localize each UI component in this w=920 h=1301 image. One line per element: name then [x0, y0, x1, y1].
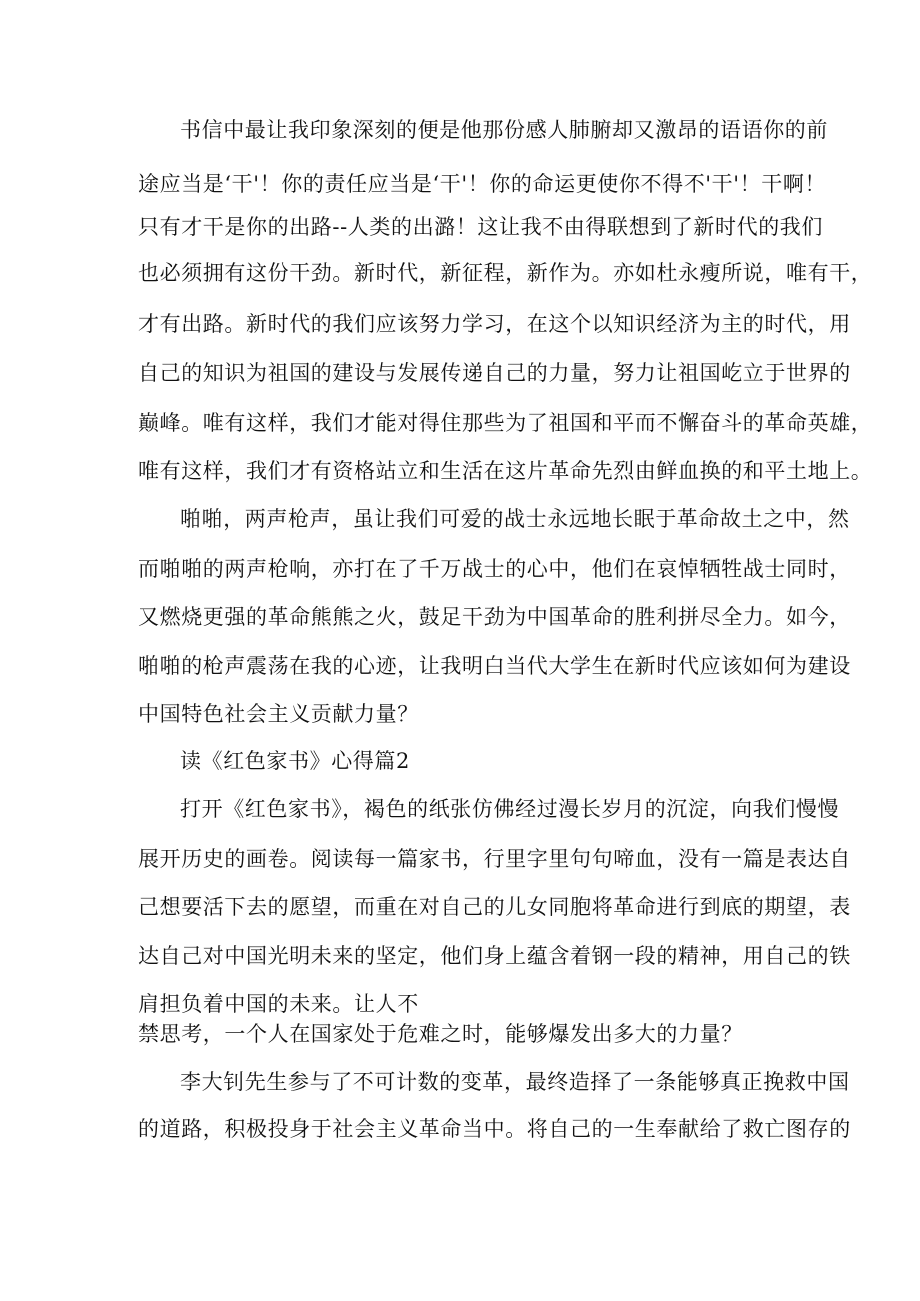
- paragraph-3-line-2: 展开历史的画卷。阅读每一篇家书，行里字里句句啼血，没有一篇是表达自: [138, 847, 851, 871]
- paragraph-1-line-5: 才有出路。新时代的我们应该努力学习，在这个以知识经济为主的时代，用: [138, 312, 851, 336]
- paragraph-3-line-4: 达自己对中国光明未来的坚定，他们身上蕴含着钢一段的精神，用自己的铁: [138, 944, 851, 968]
- paragraph-2-line-1: 啪啪，两声枪声，虽让我们可爱的战士永远地长眠于革命故土之中，然: [180, 507, 850, 531]
- paragraph-3-line-5: 肩担负着中国的未来。让人不: [138, 992, 419, 1016]
- paragraph-1-line-6: 自己的知识为祖国的建设与发展传递自己的力量，努力让祖国屹立于世界的: [138, 361, 851, 385]
- paragraph-4-line-2: 的道路，积极投身于社会主义革命当中。将自己的一生奉献给了救亡图存的: [138, 1117, 851, 1141]
- paragraph-1-line-1: 书信中最让我印象深刻的便是他那份感人肺腑却又激昂的语语你的前: [180, 118, 828, 142]
- section-heading: 读《红色家书》心得篇2: [180, 749, 410, 773]
- paragraph-3-line-3: 己想要活下去的愿望，而重在对自己的儿女同胞将革命进行到底的期望，表: [138, 895, 851, 919]
- paragraph-1-line-4: 也必须拥有这份干劲。新时代，新征程，新作为。亦如杜永瘦所说，唯有干，: [138, 261, 873, 285]
- paragraph-3-line-1: 打开《红色家书》，褐色的纸张仿佛经过漫长岁月的沉淀，向我们慢慢: [180, 797, 840, 821]
- paragraph-2-line-3: 又燃烧更强的革命熊熊之火，鼓足干劲为中国革命的胜利拼尽全力。如今，: [138, 605, 851, 629]
- paragraph-1-line-2: 途应当是‘干'！你的责任应当是‘干'！你的命运更使你不得不'干'！干啊！: [138, 172, 827, 196]
- paragraph-2-line-5: 中国特色社会主义贡献力量？: [138, 702, 419, 726]
- paragraph-2-line-2: 而啪啪的两声枪响，亦打在了千万战士的心中，他们在哀悼牺牲战士同时，: [138, 557, 851, 581]
- paragraph-3-line-6: 禁思考，一个人在国家处于危难之时，能够爆发出多大的力量？: [138, 1022, 743, 1046]
- paragraph-2-line-4: 啪啪的枪声震荡在我的心迹，让我明白当代大学生在新时代应该如何为建设: [138, 654, 851, 678]
- paragraph-1-line-3: 只有才干是你的出路--人类的出潞！这让我不由得联想到了新时代的我们: [138, 215, 823, 239]
- paragraph-4-line-1: 李大钊先生参与了不可计数的变革，最终造择了一条能够真正挽救中国: [180, 1070, 850, 1094]
- paragraph-1-line-8: 唯有这样，我们才有资格站立和生活在这片革命先烈由鲜血换的和平土地上。: [138, 459, 873, 483]
- paragraph-1-line-7: 巅峰。唯有这样，我们才能对得住那些为了祖国和平而不懈奋斗的革命英雄，: [138, 411, 873, 435]
